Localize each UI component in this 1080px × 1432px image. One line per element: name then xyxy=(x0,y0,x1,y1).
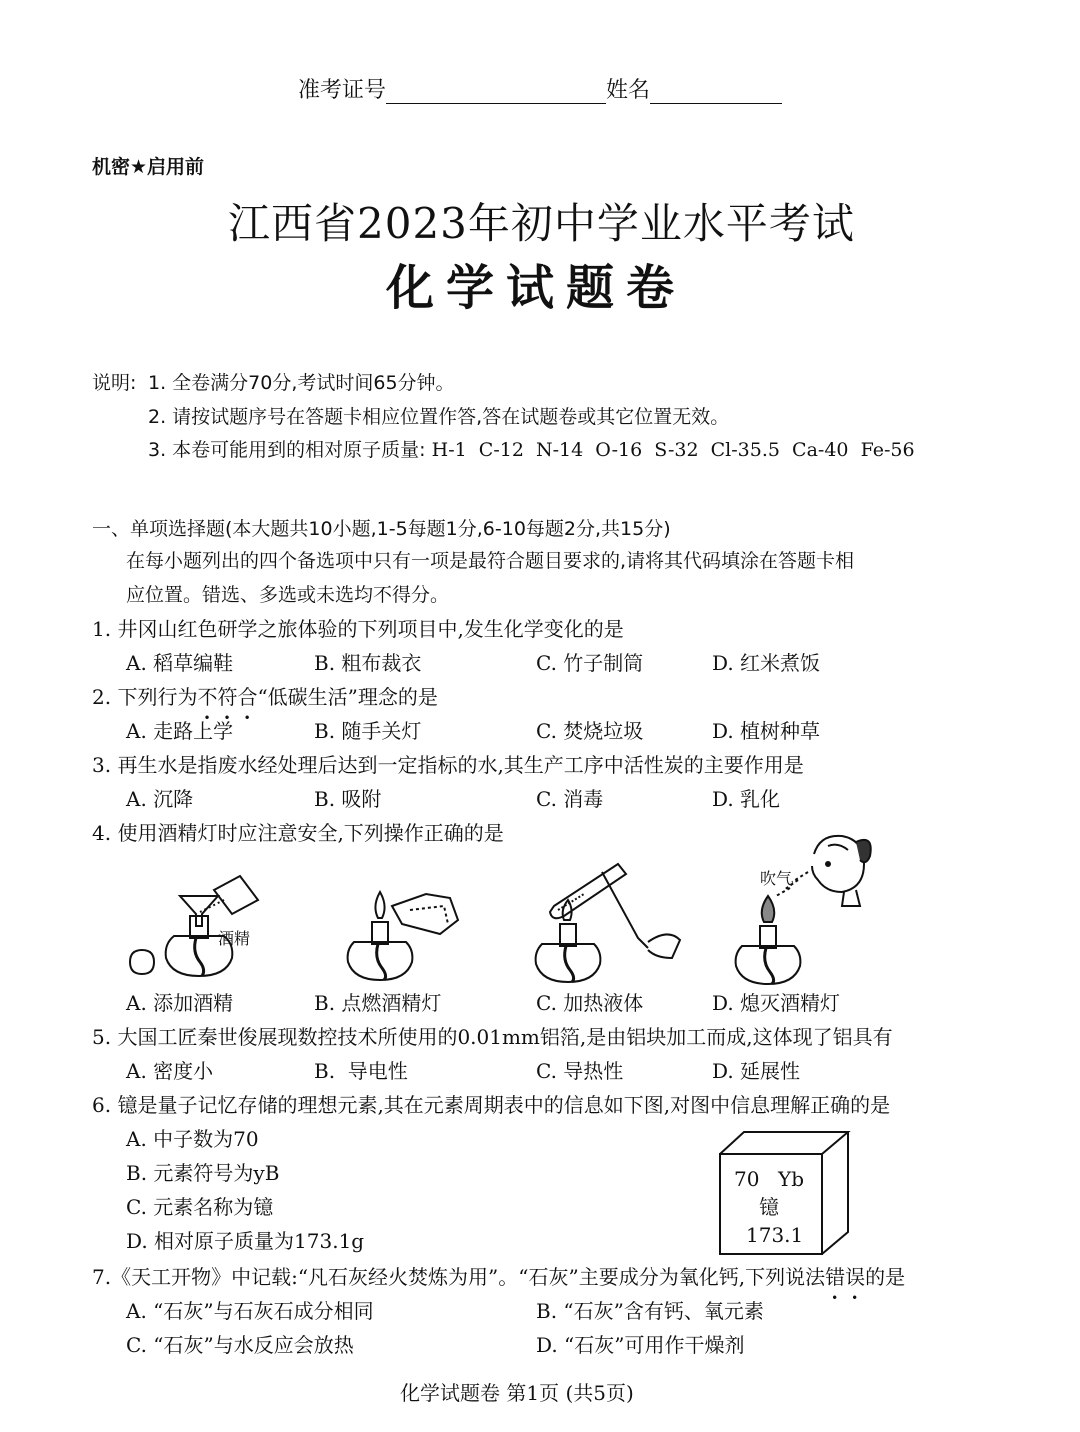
q7-option-c[interactable]: C. “石灰”与水反应会放热 xyxy=(126,1333,354,1357)
page-title: 江西省2023年初中学业水平考试 xyxy=(228,199,855,248)
figure-b-light-lamp xyxy=(340,876,480,986)
note-2: 2. 请按试题序号在答题卡相应位置作答,答在试题卷或其它位置无效。 xyxy=(148,406,730,428)
figure-a-add-alcohol xyxy=(124,866,274,986)
ticket-label: 准考证号 xyxy=(298,78,387,103)
q2-option-a[interactable]: A. 走路上学 xyxy=(126,719,234,743)
question-6-stem: 6. 镱是量子记忆存储的理想元素,其在元素周期表中的信息如下图,对图中信息理解正确的是 xyxy=(92,1093,891,1117)
q2-emphasis-dots: ••• xyxy=(203,711,264,725)
q2-option-b[interactable]: B. 随手关灯 xyxy=(314,719,422,743)
element-mass: 173.1 xyxy=(746,1223,804,1247)
note-1: 1. 全卷满分70分,考试时间65分钟。 xyxy=(148,372,455,394)
q1-option-c[interactable]: C. 竹子制筒 xyxy=(536,651,644,675)
element-symbol: Yb xyxy=(778,1167,805,1191)
q7-emphasis-text: 错误 xyxy=(825,1265,866,1289)
q6-option-c[interactable]: C. 元素名称为镱 xyxy=(126,1195,274,1219)
exam-id-line xyxy=(298,78,782,104)
q6-option-b[interactable]: B. 元素符号为yB xyxy=(126,1161,280,1185)
section-instruction-2: 应位置。错选、多选或未选均不得分。 xyxy=(126,584,450,606)
q1-option-a[interactable]: A. 稻草编鞋 xyxy=(126,651,234,675)
question-4-stem: 4. 使用酒精灯时应注意安全,下列操作正确的是 xyxy=(92,821,504,845)
q1-option-d[interactable]: D. 红米煮饭 xyxy=(712,651,821,675)
figure-d-blow-label: 吹气 xyxy=(760,869,793,888)
q2-emphasis-text: 不符合 xyxy=(197,685,258,709)
q3-option-b[interactable]: B. 吸附 xyxy=(314,787,382,811)
figure-a-alcohol-label: 酒精 xyxy=(218,929,251,948)
q7-emphasis-dots: •• xyxy=(831,1291,872,1305)
q3-option-c[interactable]: C. 消毒 xyxy=(536,787,604,811)
page-subtitle: 化学试题卷 xyxy=(386,260,687,316)
q5-option-b[interactable]: B. 导电性 xyxy=(314,1059,408,1083)
question-1-stem: 1. 井冈山红色研学之旅体验的下列项目中,发生化学变化的是 xyxy=(92,617,624,641)
section-heading: 一、单项选择题(本大题共10小题,1-5每题1分,6-10每题2分,共15分) xyxy=(92,518,671,540)
element-number: 70 xyxy=(734,1167,760,1191)
secret-label: 机密★启用前 xyxy=(92,156,205,178)
ticket-number-field[interactable] xyxy=(386,81,606,104)
q3-option-a[interactable]: A. 沉降 xyxy=(126,787,194,811)
element-name: 镱 xyxy=(759,1195,779,1219)
q4-option-a[interactable]: A. 添加酒精 xyxy=(126,991,234,1015)
q6-option-a[interactable]: A. 中子数为70 xyxy=(126,1127,259,1151)
q2-emphasis xyxy=(197,685,264,725)
q2-option-d[interactable]: D. 植树种草 xyxy=(712,719,821,743)
q3-option-d[interactable]: D. 乳化 xyxy=(712,787,781,811)
figure-c-heat-liquid xyxy=(528,858,698,986)
q6-option-d[interactable]: D. 相对原子质量为173.1g xyxy=(126,1229,365,1253)
q7-stem-post: 的是 xyxy=(865,1265,906,1289)
q2-option-c[interactable]: C. 焚烧垃圾 xyxy=(536,719,644,743)
q4-option-d[interactable]: D. 熄灭酒精灯 xyxy=(712,991,841,1015)
q5-option-d[interactable]: D. 延展性 xyxy=(712,1059,801,1083)
note-3-text: 3. 本卷可能用到的相对原子质量: xyxy=(148,439,426,461)
question-5-stem: 5. 大国工匠秦世俊展现数控技术所使用的0.01mm铝箔,是由铝块加工而成,这体现了铝具有 xyxy=(92,1025,893,1049)
name-label: 姓名 xyxy=(606,78,651,103)
q4-option-b[interactable]: B. 点燃酒精灯 xyxy=(314,991,442,1015)
question-2-stem xyxy=(92,684,438,725)
q5-option-c[interactable]: C. 导热性 xyxy=(536,1059,624,1083)
question-7-stem xyxy=(92,1264,906,1305)
q2-stem-post: “低碳生活”理念的是 xyxy=(257,685,438,709)
name-field[interactable] xyxy=(650,81,782,104)
q7-emphasis xyxy=(825,1265,872,1305)
page-footer: 化学试题卷 第1页 (共5页) xyxy=(400,1381,634,1405)
question-3-stem: 3. 再生水是指废水经处理后达到一定指标的水,其生产工序中活性炭的主要作用是 xyxy=(92,753,804,777)
section-instruction-1: 在每小题列出的四个备选项中只有一项是最符合题目要求的,请将其代码填涂在答题卡相 xyxy=(126,550,855,572)
q4-option-c[interactable]: C. 加热液体 xyxy=(536,991,644,1015)
q1-option-b[interactable]: B. 粗布裁衣 xyxy=(314,651,422,675)
q2-stem-pre: 2. 下列行为 xyxy=(92,685,198,709)
q7-stem-pre: 7.《天工开物》中记载:“凡石灰经火焚炼为用”。“石灰”主要成分为氧化钙,下列说法 xyxy=(92,1265,826,1289)
q7-option-d[interactable]: D. “石灰”可用作干燥剂 xyxy=(536,1333,745,1357)
notes-label: 说明: xyxy=(92,372,137,394)
atomic-masses: H-1 C-12 N-14 O-16 S-32 Cl-35.5 Ca-40 Fe-56 xyxy=(431,439,915,461)
note-3 xyxy=(148,437,915,463)
q5-option-a[interactable]: A. 密度小 xyxy=(126,1059,214,1083)
figure-d-blow-out xyxy=(728,830,878,988)
q7-option-a[interactable]: A. “石灰”与石灰石成分相同 xyxy=(126,1299,374,1323)
q7-option-b[interactable]: B. “石灰”含有钙、氧元素 xyxy=(536,1299,764,1323)
